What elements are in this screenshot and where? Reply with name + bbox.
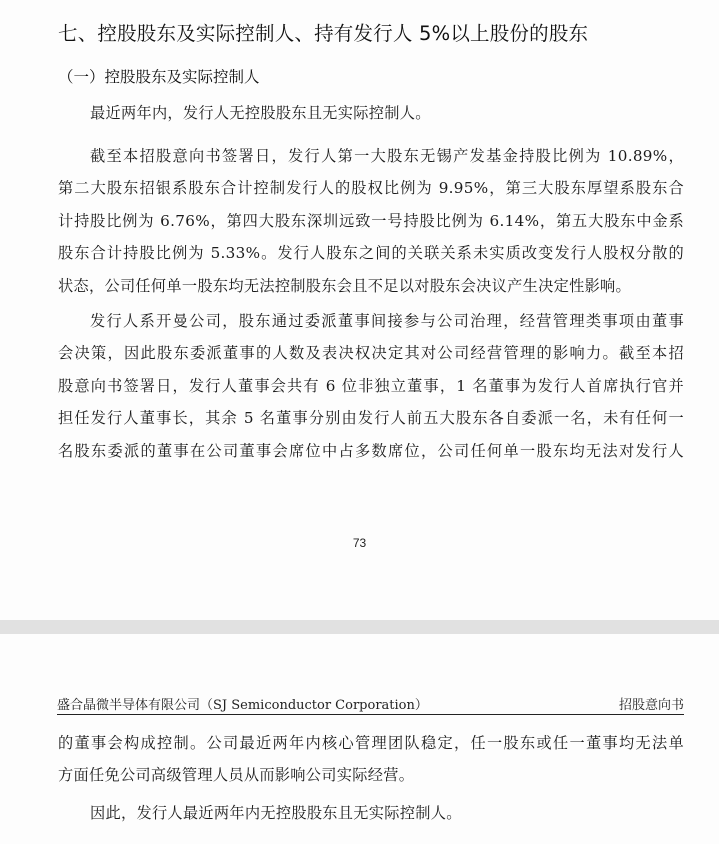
text-line: 担任发行人董事长，其余 5 名董事分别由发行人前五大股东各自委派一名，未有任何一: [58, 409, 684, 428]
text-line: 最近两年内，发行人无控股股东且无实际控制人。: [90, 104, 431, 122]
text-line: 股东合计持股比例为 5.33%。发行人股东之间的关联关系未实质改变发行人股权分散的: [58, 244, 684, 263]
paragraph-conclusion: [58, 797, 684, 829]
paragraph-no-controller: [58, 97, 684, 129]
text-line: 截至本招股意向书签署日，发行人第一大股东无锡产发基金持股比例为 10.89%，: [90, 147, 684, 165]
paragraph-board-continued: [58, 727, 684, 792]
document-type: 招股意向书: [618, 698, 684, 713]
text-line: 计持股比例为 6.76%，第四大股东深圳远致一号持股比例为 6.14%，第五大股东中金系: [58, 211, 684, 230]
section-heading: 七、控股股东及实际控制人、持有发行人 5%以上股份的股东: [58, 22, 589, 45]
company-name: 盛合晶微半导体有限公司（SJ Semiconductor Corporation）: [57, 698, 428, 713]
paragraph-shareholding: [58, 140, 684, 302]
running-header: [57, 692, 684, 715]
paragraph-board-structure: [58, 305, 684, 467]
text-line: 方面任免公司高级管理人员从而影响公司实际经营。: [58, 766, 415, 785]
text-line: 会决策，因此股东委派董事的人数及表决权决定其对公司经营管理的影响力。截至本招: [58, 344, 684, 363]
subsection-heading: （一）控股股东及实际控制人: [58, 68, 260, 86]
page-number: 73: [352, 536, 367, 550]
text-line: 状态，公司任何单一股东均无法控制股东会且不足以对股东会决议产生决定性影响。: [58, 276, 632, 295]
text-line: 股意向书签署日，发行人董事会共有 6 位非独立董事，1 名董事为发行人首席执行官并: [58, 376, 684, 395]
document-page-74: [0, 634, 719, 844]
text-line: 名股东委派的董事在公司董事会席位中占多数席位，公司任何单一股东均无法对发行人: [58, 441, 684, 460]
text-line: 发行人系开曼公司，股东通过委派董事间接参与公司治理，经营管理类事项由董事: [90, 312, 684, 330]
text-line: 的董事会构成控制。公司最近两年内核心管理团队稳定，任一股东或任一董事均无法单: [58, 734, 684, 752]
text-line: 因此，发行人最近两年内无控股股东且无实际控制人。: [90, 804, 462, 822]
text-line: 第二大股东招银系股东合计控制发行人的股权比例为 9.95%，第三大股东厚望系股东合: [58, 179, 684, 198]
